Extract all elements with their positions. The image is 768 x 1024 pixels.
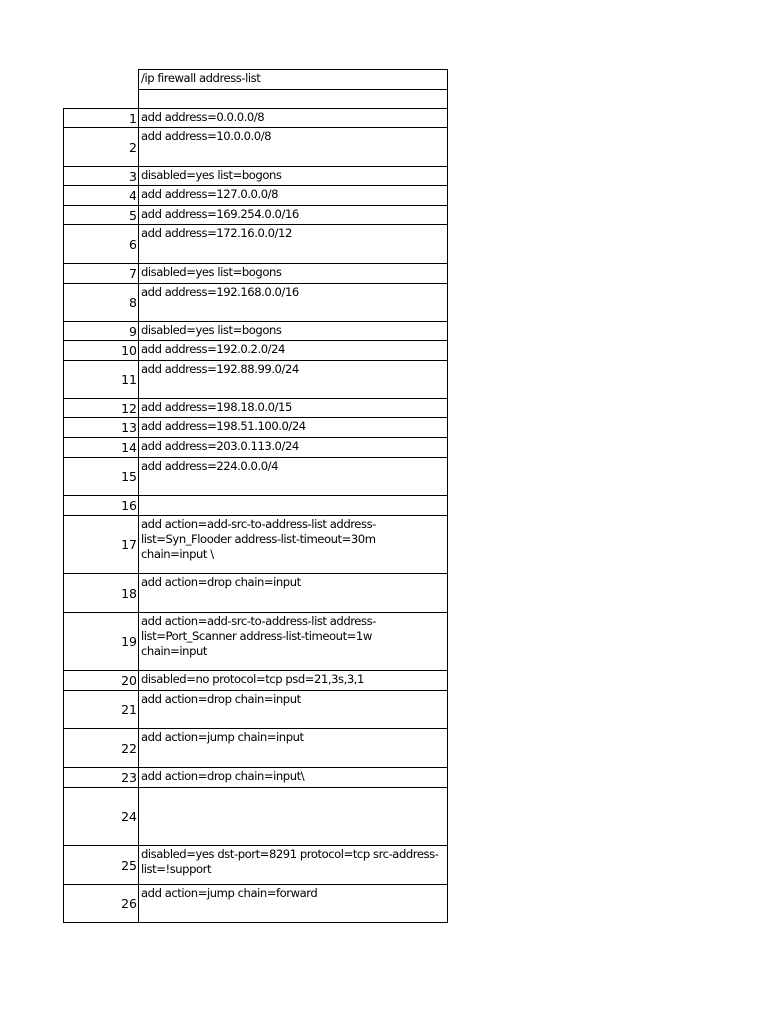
table-row bbox=[0, 690, 768, 728]
row-number-cell[interactable]: 9 bbox=[63, 321, 138, 340]
command-cell[interactable] bbox=[138, 787, 448, 845]
row-number-cell[interactable]: 21 bbox=[63, 690, 138, 728]
command-cell[interactable]: disabled=yes list=bogons bbox=[138, 263, 448, 283]
table-row bbox=[0, 185, 768, 205]
table-row bbox=[0, 670, 768, 690]
command-cell[interactable] bbox=[138, 495, 448, 515]
table-row bbox=[0, 787, 768, 845]
command-cell[interactable]: add action=jump chain=input bbox=[138, 728, 448, 767]
command-cell[interactable]: add address=203.0.113.0/24 bbox=[138, 437, 448, 457]
command-cell[interactable]: add action=jump chain=forward bbox=[138, 884, 448, 923]
command-cell[interactable]: add address=192.0.2.0/24 bbox=[138, 340, 448, 360]
command-cell[interactable]: add action=drop chain=input bbox=[138, 573, 448, 612]
command-cell[interactable]: add address=127.0.0.0/8 bbox=[138, 185, 448, 205]
row-number-cell[interactable]: 3 bbox=[63, 166, 138, 185]
row-number-cell[interactable]: 15 bbox=[63, 457, 138, 495]
command-cell[interactable]: add address=192.88.99.0/24 bbox=[138, 360, 448, 398]
row-number-cell[interactable]: 4 bbox=[63, 185, 138, 205]
command-cell[interactable]: add address=192.168.0.0/16 bbox=[138, 283, 448, 321]
row-number-cell[interactable]: 1 bbox=[63, 108, 138, 127]
command-cell[interactable]: add action=drop chain=input bbox=[138, 690, 448, 728]
table-row bbox=[0, 573, 768, 612]
row-number-cell[interactable]: 2 bbox=[63, 127, 138, 166]
table-row bbox=[0, 884, 768, 923]
row-number-cell[interactable]: 14 bbox=[63, 437, 138, 457]
command-cell[interactable]: add action=drop chain=input\ bbox=[138, 767, 448, 787]
command-cell[interactable]: disabled=no protocol=tcp psd=21,3s,3,1 bbox=[138, 670, 448, 690]
row-number-cell[interactable]: 17 bbox=[63, 515, 138, 573]
table-row bbox=[0, 127, 768, 166]
row-number-cell[interactable]: 13 bbox=[63, 417, 138, 437]
table-row bbox=[0, 845, 768, 884]
row-number-cell[interactable]: 8 bbox=[63, 283, 138, 321]
table-row bbox=[0, 224, 768, 263]
row-number-cell[interactable]: 18 bbox=[63, 573, 138, 612]
row-number-cell[interactable]: 23 bbox=[63, 767, 138, 787]
command-cell[interactable]: disabled=yes dst-port=8291 protocol=tcp src-address- list=!support bbox=[138, 845, 448, 884]
row-number-cell[interactable]: 6 bbox=[63, 224, 138, 263]
row-number-cell[interactable]: 22 bbox=[63, 728, 138, 767]
table-row bbox=[0, 612, 768, 670]
table-row bbox=[0, 728, 768, 767]
table-row bbox=[0, 205, 768, 224]
command-cell[interactable]: add action=add-src-to-address-list address- list=Port_Scanner address-list-timeout=1w chain=input bbox=[138, 612, 448, 670]
row-number-cell[interactable]: 24 bbox=[63, 787, 138, 845]
table-row bbox=[0, 398, 768, 417]
table-row bbox=[0, 108, 768, 127]
row-number-cell[interactable]: 11 bbox=[63, 360, 138, 398]
table-row bbox=[0, 767, 768, 787]
header-title-cell[interactable]: /ip firewall address-list bbox=[138, 69, 448, 89]
row-number-cell[interactable]: 5 bbox=[63, 205, 138, 224]
table-row bbox=[0, 360, 768, 398]
command-cell[interactable]: add address=198.18.0.0/15 bbox=[138, 398, 448, 417]
table-row bbox=[0, 495, 768, 515]
command-cell[interactable]: add action=add-src-to-address-list address- list=Syn_Flooder address-list-timeout=30m chain=input \ bbox=[138, 515, 448, 573]
command-cell[interactable]: add address=224.0.0.0/4 bbox=[138, 457, 448, 495]
command-cell[interactable]: add address=172.16.0.0/12 bbox=[138, 224, 448, 263]
row-number-cell[interactable]: 10 bbox=[63, 340, 138, 360]
table-row bbox=[0, 340, 768, 360]
table-row bbox=[0, 263, 768, 283]
command-cell[interactable]: add address=0.0.0.0/8 bbox=[138, 108, 448, 127]
command-cell[interactable]: disabled=yes list=bogons bbox=[138, 321, 448, 340]
table-row bbox=[0, 166, 768, 185]
command-cell[interactable]: add address=169.254.0.0/16 bbox=[138, 205, 448, 224]
command-cell[interactable]: add address=10.0.0.0/8 bbox=[138, 127, 448, 166]
table-row bbox=[0, 515, 768, 573]
command-cell[interactable]: disabled=yes list=bogons bbox=[138, 166, 448, 185]
header-blank-cell[interactable] bbox=[138, 89, 448, 108]
table-row bbox=[0, 417, 768, 437]
row-number-cell[interactable]: 7 bbox=[63, 263, 138, 283]
row-number-cell[interactable]: 20 bbox=[63, 670, 138, 690]
table-row bbox=[0, 321, 768, 340]
command-cell[interactable]: add address=198.51.100.0/24 bbox=[138, 417, 448, 437]
row-number-cell[interactable]: 12 bbox=[63, 398, 138, 417]
row-number-cell[interactable]: 16 bbox=[63, 495, 138, 515]
table-row bbox=[0, 283, 768, 321]
row-number-cell[interactable]: 25 bbox=[63, 845, 138, 884]
row-number-cell[interactable]: 26 bbox=[63, 884, 138, 923]
header-blank-row bbox=[0, 89, 768, 108]
table-row bbox=[0, 457, 768, 495]
row-number-cell[interactable]: 19 bbox=[63, 612, 138, 670]
table-row bbox=[0, 437, 768, 457]
header-row bbox=[0, 69, 768, 89]
